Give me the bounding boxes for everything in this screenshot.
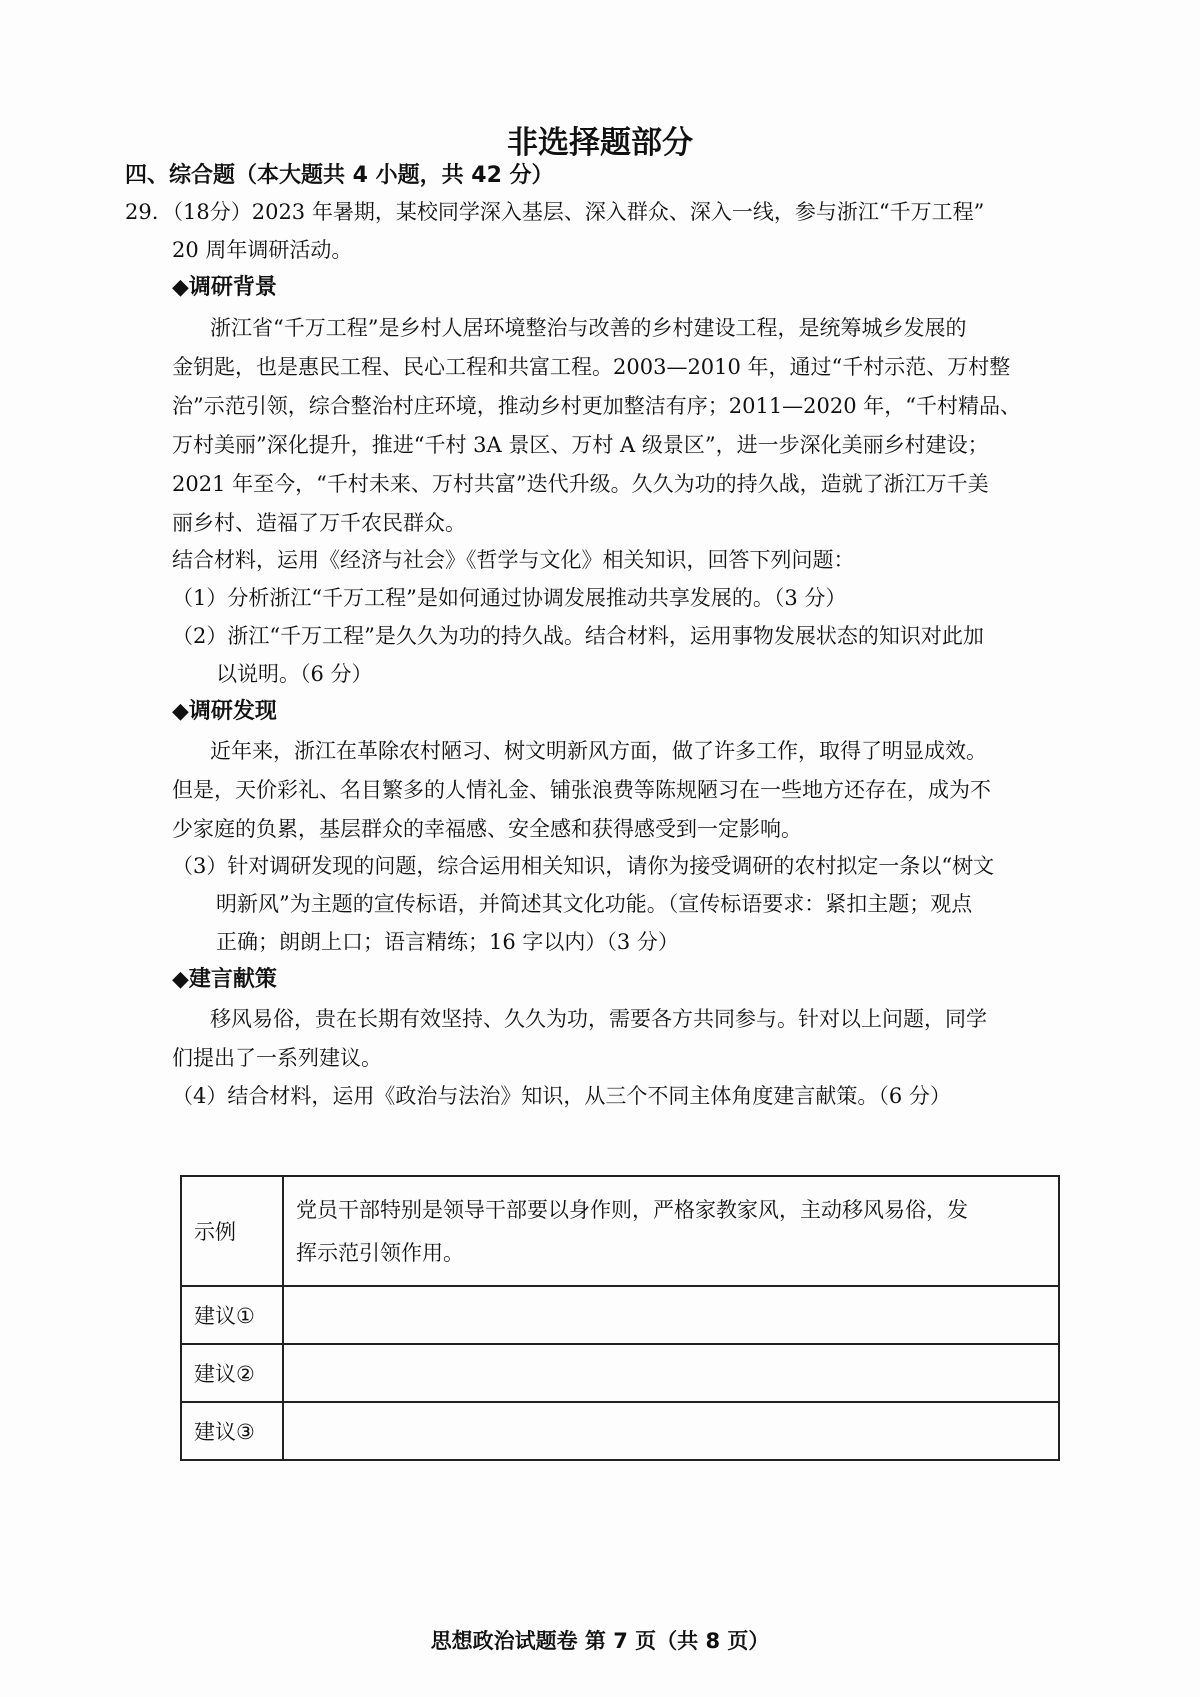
background-line: 2021 年至今，“千村未来、万村共富”迭代升级。久久为功的持久战，造就了浙江万千美 [172, 472, 989, 496]
question-4: （4）结合材料，运用《政治与法治》知识，从三个不同主体角度建言献策。（6 分） [172, 1084, 951, 1108]
suggestion-table [180, 1175, 1060, 1461]
background-line: 万村美丽”深化提升，推进“千村 3A 景区、万村 A 级景区”，进一步深化美丽乡村建设； [172, 433, 989, 457]
example-label: 示例 [181, 1176, 283, 1286]
table-row [181, 1176, 1059, 1286]
suggestions-line: 们提出了一系列建议。 [172, 1046, 382, 1070]
suggestion-label: 建议② [181, 1344, 283, 1402]
background-line: 金钥匙，也是惠民工程、民心工程和共富工程。2003—2010 年，通过“千村示范、万村整 [172, 355, 1011, 379]
question-2-line2: 以说明。（6 分） [216, 662, 373, 686]
suggestion-answer-cell[interactable] [283, 1286, 1059, 1344]
background-line: 丽乡村、造福了万千农民群众。 [172, 511, 466, 535]
question-3-line2: 明新风”为主题的宣传标语，并简述其文化功能。（宣传标语要求：紧扣主题；观点 [216, 892, 973, 916]
question-1: （1）分析浙江“千万工程”是如何通过协调发展推动共享发展的。（3 分） [172, 586, 847, 610]
suggestion-label: 建议③ [181, 1402, 283, 1460]
question-2-line1: （2）浙江“千万工程”是久久为功的持久战。结合材料，运用事物发展状态的知识对此加 [172, 624, 984, 648]
question-intro-line2: 20 周年调研活动。 [172, 238, 353, 262]
table-row [181, 1344, 1059, 1402]
page-footer: 思想政治试题卷 第 7 页（共 8 页） [430, 1629, 770, 1653]
suggestions-line: 移风易俗，贵在长期有效坚持、久久为功，需要各方共同参与。针对以上问题，同学 [210, 1007, 987, 1031]
findings-line: 近年来，浙江在革除农村陋习、树文明新风方面，做了许多工作，取得了明显成效。 [210, 739, 987, 763]
suggestion-answer-cell[interactable] [283, 1402, 1059, 1460]
findings-line: 但是，天价彩礼、名目繁多的人情礼金、铺张浪费等陈规陋习在一些地方还存在，成为不 [172, 778, 991, 802]
findings-line: 少家庭的负累，基层群众的幸福感、安全感和获得感受到一定影响。 [172, 817, 802, 841]
background-line: 治”示范引领，综合整治村庄环境，推动乡村更加整洁有序；2011—2020 年，“千村精品、 [172, 394, 1022, 418]
question-intro-line1: （18分）2023 年暑期，某校同学深入基层、深入群众、深入一线，参与浙江“千万工程” [162, 200, 985, 224]
question-number: 29. [125, 200, 159, 224]
table-row [181, 1402, 1059, 1460]
background-line: 浙江省“千万工程”是乡村人居环境整治与改善的乡村建设工程，是统筹城乡发展的 [210, 316, 967, 340]
suggestion-label: 建议① [181, 1286, 283, 1344]
question-3-line1: （3）针对调研发现的问题，综合运用相关知识，请你为接受调研的农村拟定一条以“树文 [172, 854, 995, 878]
question-3-line3: 正确；朗朗上口；语言精练；16 字以内）（3 分） [216, 930, 679, 954]
findings-heading: ◆调研发现 [172, 699, 277, 724]
example-line: 挥示范引领作用。 [296, 1241, 464, 1265]
instruction-text: 结合材料，运用《经济与社会》《哲学与文化》相关知识，回答下列问题： [172, 548, 855, 572]
example-line: 党员干部特别是领导干部要以身作则，严格家教家风，主动移风易俗，发 [296, 1198, 968, 1222]
background-heading: ◆调研背景 [172, 275, 277, 300]
suggestions-heading: ◆建言献策 [172, 967, 277, 992]
part-heading: 四、综合题（本大题共 4 小题，共 42 分） [125, 163, 554, 188]
example-content [283, 1176, 1059, 1286]
suggestion-answer-cell[interactable] [283, 1344, 1059, 1402]
table-row [181, 1286, 1059, 1344]
section-title: 非选择题部分 [507, 125, 693, 161]
